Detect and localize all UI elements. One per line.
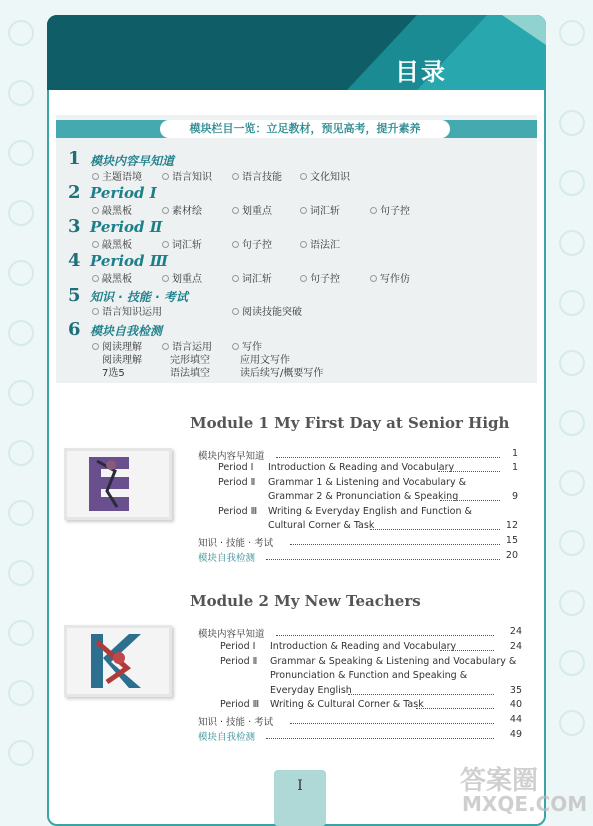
bullet-icon [300, 207, 307, 214]
decor-icon [8, 20, 34, 46]
toc-period-label: Period Ⅲ [218, 506, 258, 517]
toc-entry[interactable]: 模块内容早知道 [198, 451, 265, 462]
toc-leader [276, 635, 494, 636]
decor-icon [8, 80, 34, 106]
section-item: 语言技能 [232, 168, 282, 183]
toc-leader [276, 457, 500, 458]
toc-page-number: 49 [509, 729, 522, 740]
decor-icon [8, 320, 34, 346]
decor-icon [8, 740, 34, 766]
toc-page-number: 24 [509, 626, 522, 637]
bullet-icon [232, 173, 239, 180]
section-subitem: 完形填空 [170, 355, 210, 366]
section-item: 语言运用 [162, 338, 212, 353]
letter-k-illustration [67, 628, 169, 694]
section-item: 素材绘 [162, 202, 202, 217]
toc-entry[interactable]: Grammar 1 & Listening and Vocabulary & [268, 477, 466, 488]
section-item: 句子控 [370, 202, 410, 217]
toc-entry-continued: Everyday English [270, 685, 352, 696]
toc-leader [370, 529, 500, 530]
bullet-icon [92, 343, 99, 350]
decor-icon [8, 620, 34, 646]
decor-icon [8, 260, 34, 286]
decor-icon [559, 650, 585, 676]
section-number: 1 [68, 148, 81, 169]
decor-icon [8, 560, 34, 586]
section-item: 划重点 [232, 202, 272, 217]
watermark-text: 答案圈 [460, 766, 539, 796]
section-item: 划重点 [162, 270, 202, 285]
decor-icon [8, 680, 34, 706]
section-item: 敲黑板 [92, 270, 132, 285]
bullet-icon [300, 241, 307, 248]
toc-period-label: Period Ⅰ [218, 462, 254, 473]
toc-period-label: Period Ⅰ [220, 641, 256, 652]
section-item: 写作 [232, 338, 262, 353]
toc-entry-continued: Pronunciation & Function and Speaking & [270, 670, 468, 681]
letter-e-illustration [67, 451, 169, 517]
module-illustration [64, 448, 172, 520]
toc-entry[interactable]: Introduction & Reading and Vocabulary [268, 462, 455, 473]
bullet-icon [162, 173, 169, 180]
module-title: Module 1 My First Day at Senior High [190, 414, 510, 432]
toc-page-number: 1 [511, 462, 518, 473]
section-number: 3 [68, 216, 81, 237]
section-item: 词汇斩 [232, 270, 272, 285]
toc-entry[interactable]: 模块自我检测 [198, 732, 256, 743]
bullet-icon [300, 173, 307, 180]
section-item: 文化知识 [300, 168, 350, 183]
section-item: 词汇斩 [300, 202, 340, 217]
toc-entry[interactable]: 模块自我检测 [198, 553, 256, 564]
module-illustration [64, 625, 172, 697]
decor-icon [559, 20, 585, 46]
toc-entry[interactable]: 知识 · 技能 · 考试 [198, 717, 274, 728]
toc-entry[interactable]: Writing & Everyday English and Function & [268, 506, 472, 517]
bullet-icon [162, 207, 169, 214]
toc-page-number: 40 [509, 699, 522, 710]
section-item: 敲黑板 [92, 202, 132, 217]
section-item: 语法汇 [300, 236, 340, 251]
bullet-icon [92, 275, 99, 282]
section-name: 知识 · 技能 · 考试 [90, 290, 188, 304]
toc-period-label: Period Ⅲ [220, 699, 260, 710]
section-number: 6 [68, 319, 81, 340]
bullet-icon [232, 241, 239, 248]
section-item: 敲黑板 [92, 236, 132, 251]
bullet-icon [162, 275, 169, 282]
toc-page-number: 35 [509, 685, 522, 696]
section-name: 模块自我检测 [90, 324, 163, 338]
toc-period-label: Period Ⅱ [218, 477, 256, 488]
section-item: 词汇斩 [162, 236, 202, 251]
toc-leader [290, 544, 500, 545]
decor-icon [559, 230, 585, 256]
overview-title: 模块栏目一览：立足教材，预见高考，提升素养 [160, 120, 450, 138]
decor-icon [559, 410, 585, 436]
toc-page-number: 44 [509, 714, 522, 725]
toc-entry[interactable]: 知识 · 技能 · 考试 [198, 538, 274, 549]
toc-entry[interactable]: Grammar & Speaking & Listening and Vocabulary & [270, 656, 517, 667]
section-item: 语言知识运用 [92, 303, 162, 318]
decor-icon [559, 290, 585, 316]
page-number: I [297, 778, 303, 794]
decor-icon [559, 590, 585, 616]
page-number-tab [274, 770, 326, 826]
decor-icon [8, 500, 34, 526]
toc-leader [266, 559, 500, 560]
decor-icon [8, 200, 34, 226]
bullet-icon [162, 343, 169, 350]
section-item: 语言知识 [162, 168, 212, 183]
bullet-icon [92, 308, 99, 315]
section-number: 2 [68, 182, 81, 203]
decor-icon [559, 710, 585, 736]
bullet-icon [92, 241, 99, 248]
section-number: 5 [68, 285, 81, 306]
decor-icon [8, 140, 34, 166]
bullet-icon [300, 275, 307, 282]
section-subitem: 阅读理解 [102, 355, 142, 366]
watermark-url: MXQE.COM [462, 792, 588, 816]
section-name: Period Ⅱ [90, 218, 163, 236]
toc-page-number: 12 [505, 520, 518, 531]
section-subitem: 语法填空 [170, 368, 210, 379]
section-item: 句子控 [300, 270, 340, 285]
page-title: 目录 [395, 58, 447, 86]
bullet-icon [232, 308, 239, 315]
section-name: 模块内容早知道 [90, 154, 175, 168]
toc-entry[interactable]: Introduction & Reading and Vocabulary [270, 641, 457, 652]
section-subitem: 7选5 [102, 368, 125, 379]
bullet-icon [232, 207, 239, 214]
decor-icon [8, 440, 34, 466]
section-item: 写作仿 [370, 270, 410, 285]
toc-leader [348, 694, 494, 695]
bullet-icon [232, 275, 239, 282]
decor-icon [559, 530, 585, 556]
toc-leader [290, 723, 494, 724]
bullet-icon [232, 343, 239, 350]
bullet-icon [370, 275, 377, 282]
toc-leader [266, 738, 494, 739]
bullet-icon [370, 207, 377, 214]
decor-icon [559, 350, 585, 376]
header-banner [47, 15, 546, 90]
section-subitem: 读后续写/概要写作 [240, 368, 324, 379]
toc-page-number: 9 [511, 491, 518, 502]
decor-icon [559, 470, 585, 496]
section-name: Period Ⅲ [90, 252, 169, 270]
toc-page-number: 15 [505, 535, 518, 546]
toc-entry[interactable]: Writing & Cultural Corner & Task [270, 699, 424, 710]
section-item: 阅读理解 [92, 338, 142, 353]
module-title: Module 2 My New Teachers [190, 592, 421, 610]
toc-entry-continued: Cultural Corner & Task [268, 520, 375, 531]
decor-icon [559, 110, 585, 136]
toc-page-number: 24 [509, 641, 522, 652]
toc-leader [416, 708, 494, 709]
section-subitem: 应用文写作 [240, 355, 290, 366]
section-item: 主题语境 [92, 168, 142, 183]
section-name: Period Ⅰ [90, 184, 157, 202]
toc-page-number: 1 [511, 448, 518, 459]
decor-icon [8, 380, 34, 406]
toc-entry[interactable]: 模块内容早知道 [198, 629, 265, 640]
section-item: 句子控 [232, 236, 272, 251]
bullet-icon [92, 207, 99, 214]
toc-period-label: Period Ⅱ [220, 656, 258, 667]
decor-icon [559, 170, 585, 196]
toc-leader [440, 650, 494, 651]
toc-page-number: 20 [505, 550, 518, 561]
bullet-icon [162, 241, 169, 248]
section-item: 阅读技能突破 [232, 303, 302, 318]
section-number: 4 [68, 250, 81, 271]
bullet-icon [92, 173, 99, 180]
header-stripe [47, 15, 546, 90]
toc-entry-continued: Grammar 2 & Pronunciation & Speaking [268, 491, 459, 502]
